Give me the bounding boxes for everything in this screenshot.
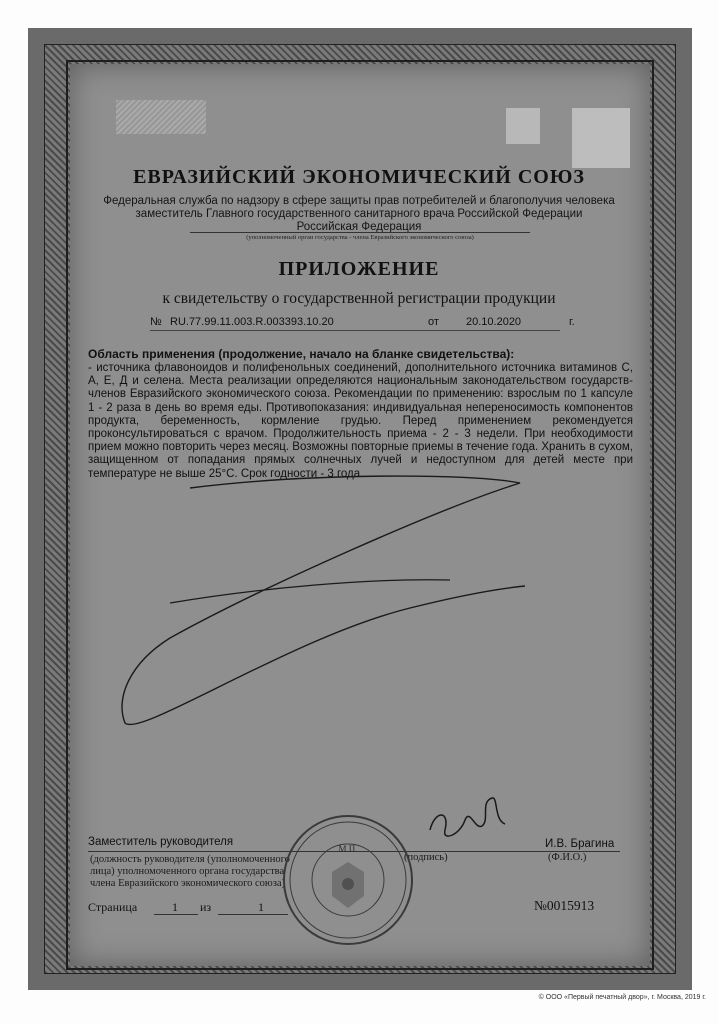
background-pattern [572, 108, 630, 168]
appendix-subheading: к свидетельству о государственной регистрации продукции [162, 290, 556, 307]
caption-name: (Ф.И.О.) [548, 852, 587, 863]
page-current-underline [154, 914, 198, 915]
authority-caption: (уполномоченный орган государства - члена Евразийского экономического союза) [190, 232, 530, 241]
reg-date-suffix: г. [569, 316, 575, 328]
appendix-heading: ПРИЛОЖЕНИЕ [278, 258, 440, 280]
caption-position-1: (должность руководителя (уполномоченного [90, 854, 290, 865]
page-total: 1 [258, 900, 264, 914]
handwritten-signature [420, 790, 510, 860]
background-pattern [116, 100, 206, 134]
scope-section-title: Область применения (продолжение, начало на бланке свидетельства): [88, 347, 515, 361]
stamp-mp-text: М.П. [338, 844, 358, 854]
caption-position-2: лица) уполномоченного органа государства [90, 866, 285, 877]
authority-line-1: Федеральная служба по надзору в сфере защиты прав потребителей и благополучия человека [103, 195, 615, 207]
authority-line-3: Российская Федерация [296, 221, 422, 233]
printer-footer: © ООО «Первый печатный двор», г. Москва, 2019 г. [538, 994, 706, 1001]
registration-underline [150, 330, 560, 331]
official-stamp [280, 812, 416, 948]
authority-line-2: заместитель Главного государственного санитарного врача Российской Федерации [135, 208, 583, 220]
signer-name: И.В. Брагина [545, 838, 615, 850]
page-current: 1 [172, 900, 178, 914]
of-label: из [200, 900, 212, 914]
caption-position-3: члена Евразийского экономического союза) [90, 878, 286, 889]
reg-date-prefix: от [428, 316, 439, 328]
page-label: Страница [88, 900, 138, 914]
union-title: ЕВРАЗИЙСКИЙ ЭКОНОМИЧЕСКИЙ СОЮЗ [133, 166, 585, 188]
reg-number-prefix: № [150, 316, 162, 328]
background-pattern [506, 108, 540, 144]
cancellation-signature-stroke [110, 468, 530, 748]
scope-body-text: - источника флавоноидов и полифенольных соединений, дополнительного источника витаминов С, А, Е, Д и селена. Места реализации определяются национальным законодательством государств-членов Евразийского экономического союза. Рекомендации по применению: взрослым по 1 капсуле 1 - 2 раза в день во время еды. Противопоказания: индивидуальная непереносимость компонентов продукта, беременность, кормление грудью. Перед применением рекомендуется проконсультироваться с врачом. Продолжительность приема - 2 - 3 недели. При необходимости прием можно повторить через месяц. Возможны повторные приемы в течение года. Хранить в сухом, защищенном от попадания прямых солнечных лучей и недоступном для детей месте при температуре не выше 25°С. Срок годности - 3 года. [88, 362, 634, 480]
reg-date: 20.10.2020 [466, 316, 522, 328]
signer-position: Заместитель руководителя [88, 836, 234, 848]
reg-number: RU.77.99.11.003.R.003393.10.20 [170, 316, 334, 328]
form-number: №0015913 [534, 898, 595, 913]
page-total-underline [218, 914, 288, 915]
caption-signature: (подпись) [404, 852, 448, 863]
